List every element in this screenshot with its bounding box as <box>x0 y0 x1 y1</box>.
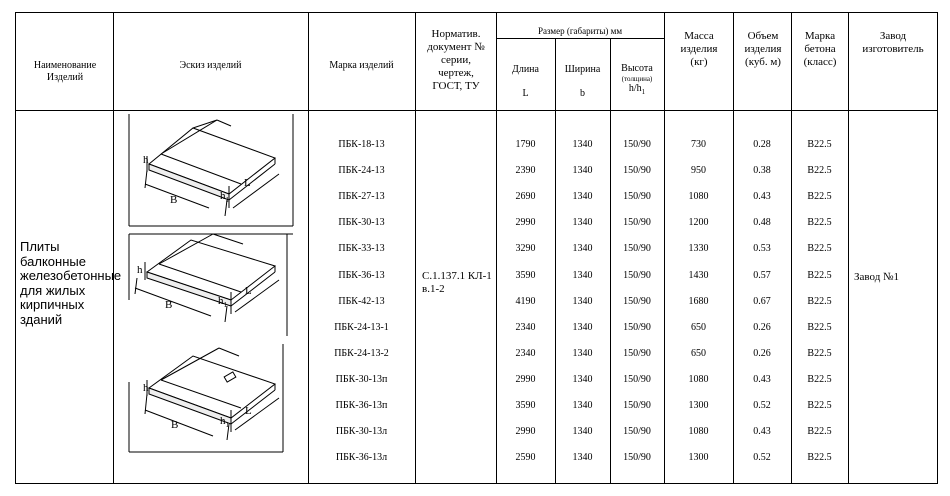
header-norm: Норматив. документ № серии, чертеж, ГОСТ, ТУ <box>427 28 485 92</box>
norm-document: С.1.137.1 КЛ-1 в.1-2 <box>422 270 492 295</box>
mark-cell: ПБК-24-13-2 <box>334 347 389 359</box>
width-cell: 1340 <box>572 217 593 229</box>
concrete-cell: B22.5 <box>807 426 832 438</box>
length-cell: 1790 <box>515 139 536 150</box>
height-cell: 150/90 <box>623 452 651 464</box>
mark-cell: ПБК-24-13-1 <box>334 321 389 333</box>
sketch-1-label-h1: $h_1$ <box>220 190 229 204</box>
height-cell: 150/90 <box>623 321 651 333</box>
header-height <box>610 64 664 97</box>
width-cell: 1340 <box>572 400 593 411</box>
length-cell: 2690 <box>515 191 536 203</box>
length-cell: 2590 <box>515 452 536 464</box>
width-cell: 1340 <box>572 243 593 255</box>
sketch-3-label-l: L <box>245 405 252 417</box>
mark-cell: ПБК-42-13 <box>338 295 385 307</box>
concrete-cell: B22.5 <box>807 269 832 281</box>
sketch-2-label-l: L <box>245 285 252 297</box>
sketch-3-label-b: B <box>171 419 179 431</box>
header-mass: Масса изделия (кг) <box>680 30 718 68</box>
mark-cell: ПБК-18-13 <box>338 139 385 150</box>
plant-name: Завод №1 <box>854 271 900 283</box>
length-cell: 3590 <box>515 400 536 411</box>
volume-cell: 0.53 <box>753 243 771 255</box>
sketch-2-label-b: B <box>165 299 173 311</box>
length-cell: 3290 <box>515 243 536 255</box>
height-cell: 150/90 <box>623 191 651 203</box>
header-width-label: Ширина <box>564 64 601 75</box>
mark-cell: ПБК-36-13п <box>335 400 388 411</box>
height-cell: 150/90 <box>623 373 651 385</box>
height-cell: 150/90 <box>623 295 651 307</box>
mark-cell: ПБК-30-13п <box>335 373 388 385</box>
volume-cell: 0.43 <box>753 191 771 203</box>
height-cell: 150/90 <box>623 426 651 438</box>
sketch-1-label-l: L <box>244 177 251 189</box>
concrete-cell: B22.5 <box>807 243 832 255</box>
height-cell: 150/90 <box>623 165 651 177</box>
volume-cell: 0.52 <box>753 400 771 411</box>
length-cell: 2990 <box>515 217 536 229</box>
header-height-label: Высота <box>621 63 653 74</box>
mark-cell: ПБК-36-13 <box>338 269 385 281</box>
volume-cell: 0.26 <box>753 347 771 359</box>
concrete-cell: B22.5 <box>807 191 832 203</box>
volume-cell: 0.67 <box>753 295 771 307</box>
header-length-symbol: L <box>522 88 529 99</box>
volume-cell: 0.57 <box>753 269 771 281</box>
mark-cell: ПБК-30-13л <box>335 426 388 438</box>
height-cell: 150/90 <box>623 269 651 281</box>
mass-cell: 1300 <box>688 452 709 464</box>
length-cell: 4190 <box>515 295 536 307</box>
width-cell: 1340 <box>572 165 593 177</box>
mass-cell: 1200 <box>688 217 709 229</box>
sketch-2-label-h1: $h_1$ <box>218 295 227 309</box>
concrete-cell: B22.5 <box>807 452 832 464</box>
length-cell: 2340 <box>515 321 536 333</box>
width-cell: 1340 <box>572 295 593 307</box>
header-length-label: Длина <box>512 64 539 75</box>
mass-cell: 730 <box>691 139 706 150</box>
mass-cell: 650 <box>691 321 706 333</box>
volume-cell: 0.26 <box>753 321 771 333</box>
mass-cell: 1330 <box>688 243 709 255</box>
width-cell: 1340 <box>572 191 593 203</box>
mass-cell: 1680 <box>688 295 709 307</box>
length-cell: 2340 <box>515 347 536 359</box>
product-name: Плиты балконные железобетонные для жилых кирпичных зданий <box>20 239 122 327</box>
header-volume: Объем изделия (куб. м) <box>744 30 782 68</box>
slab-sketch-2 <box>127 232 297 342</box>
mass-cell: 1300 <box>688 400 709 411</box>
header-width <box>555 64 610 100</box>
mark-cell: ПБК-36-13л <box>335 452 388 464</box>
header-name: Наименование Изделий <box>33 60 97 83</box>
sketch-3-label-h1: $h_1$ <box>220 415 229 429</box>
header-sketch: Эскиз изделий <box>179 60 242 71</box>
sketch-1-label-h: h <box>143 154 149 166</box>
header-length <box>496 64 555 100</box>
mass-cell: 1080 <box>688 373 709 385</box>
length-cell: 2990 <box>515 373 536 385</box>
height-cell: 150/90 <box>623 139 651 150</box>
slab-sketch-3 <box>127 342 297 460</box>
width-cell: 1340 <box>572 347 593 359</box>
width-cell: 1340 <box>572 321 593 333</box>
concrete-cell: B22.5 <box>807 321 832 333</box>
sketch-3-label-h: h <box>143 382 149 394</box>
concrete-cell: B22.5 <box>807 165 832 177</box>
width-cell: 1340 <box>572 452 593 464</box>
mark-cell: ПБК-30-13 <box>338 217 385 229</box>
width-cell: 1340 <box>572 426 593 438</box>
header-height-symbol: $h/h_1$ <box>628 83 646 96</box>
mass-cell: 650 <box>691 347 706 359</box>
slab-sketch-1 <box>127 112 297 232</box>
header-width-symbol: b <box>580 88 585 99</box>
mark-cell: ПБК-24-13 <box>338 165 385 177</box>
mass-cell: 1080 <box>688 191 709 203</box>
length-cell: 2990 <box>515 426 536 438</box>
length-cell: 3590 <box>515 269 536 281</box>
height-cell: 150/90 <box>623 400 651 411</box>
width-cell: 1340 <box>572 139 593 150</box>
mass-cell: 1080 <box>688 426 709 438</box>
concrete-cell: B22.5 <box>807 139 832 150</box>
sketch-1-label-b: B <box>170 194 178 206</box>
width-cell: 1340 <box>572 269 593 281</box>
mass-cell: 950 <box>691 165 706 177</box>
concrete-cell: B22.5 <box>807 295 832 307</box>
height-cell: 150/90 <box>623 243 651 255</box>
header-concrete: Марка бетона (класс) <box>803 30 837 68</box>
length-cell: 2390 <box>515 165 536 177</box>
header-mark: Марка изделий <box>329 60 394 71</box>
sketch-2-label-h: h <box>137 264 143 276</box>
concrete-cell: B22.5 <box>807 347 832 359</box>
volume-cell: 0.28 <box>753 139 771 150</box>
height-cell: 150/90 <box>623 347 651 359</box>
mark-cell: ПБК-27-13 <box>338 191 385 203</box>
mass-cell: 1430 <box>688 269 709 281</box>
concrete-cell: B22.5 <box>807 373 832 385</box>
header-height-sub: (толщина) <box>621 75 653 83</box>
concrete-cell: B22.5 <box>807 217 832 229</box>
header-size-group: Размер (габариты) мм <box>537 26 623 36</box>
volume-cell: 0.43 <box>753 373 771 385</box>
header-plant: Завод изготовитель <box>862 30 924 55</box>
concrete-cell: B22.5 <box>807 400 832 411</box>
volume-cell: 0.43 <box>753 426 771 438</box>
width-cell: 1340 <box>572 373 593 385</box>
volume-cell: 0.38 <box>753 165 771 177</box>
volume-cell: 0.52 <box>753 452 771 464</box>
height-cell: 150/90 <box>623 217 651 229</box>
volume-cell: 0.48 <box>753 217 771 229</box>
mark-cell: ПБК-33-13 <box>338 243 385 255</box>
